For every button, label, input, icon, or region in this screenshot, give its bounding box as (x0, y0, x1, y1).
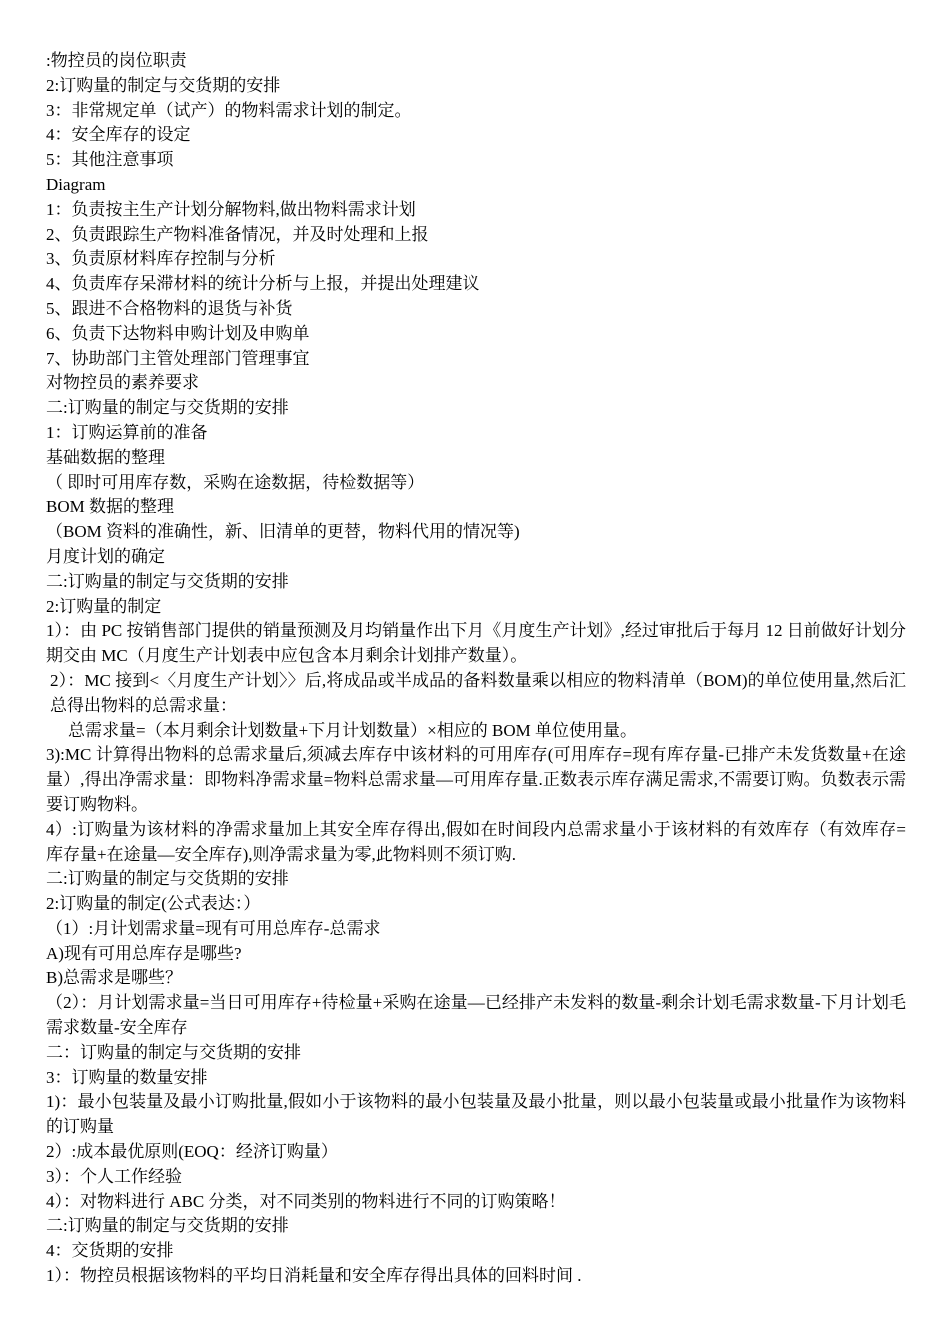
paragraph: 3):MC 计算得出物料的总需求量后,须减去库存中该材料的可用库存(可用库存=现有库存量-已排产未发货数量+在途量）,得出净需求量：即物料净需求量=物料总需求量—可用库存量.正数表示库存满足需求,不需要订购。负数表示需要订购物料。 (46, 745, 906, 814)
duty-item: 1：负责按主生产计划分解物料,做出物料需求计划 (46, 199, 416, 219)
paragraph-line: 1）：物控员根据该物料的平均日消耗量和安全库存得出具体的回料时间 . (46, 1266, 582, 1286)
outline-item: 2:订购量的制定与交货期的安排 (46, 75, 281, 95)
paragraph-line: B)总需求是哪些？ (46, 968, 182, 988)
paragraph-line: 月度计划的确定 (46, 546, 165, 566)
section-heading: 二:订购量的制定与交货期的安排 (46, 571, 289, 591)
subsection-heading: 2:订购量的制定(公式表达：） (46, 894, 261, 914)
diagram-label: Diagram (46, 174, 106, 194)
section-heading: 二：订购量的制定与交货期的安排 (46, 1042, 301, 1062)
paragraph: 2）：MC 接到<〈月度生产计划〉〉后,将成品或半成品的备料数量乘以相应的物料清单（BOM)的单位使用量,然后汇总得出物料的总需求量： (50, 670, 906, 715)
section-heading: 二:订购量的制定与交货期的安排 (46, 869, 289, 889)
outline-item: 3：非常规定单（试产）的物料需求计划的制定。 (46, 100, 412, 120)
outline-item: 4：安全库存的设定 (46, 125, 191, 145)
duty-item: 2、负责跟踪生产物料准备情况，并及时处理和上报 (46, 224, 429, 244)
paragraph: 1）：由 PC 按销售部门提供的销量预测及月均销量作出下月《月度生产计划》,经过审批后于每月 12 日前做好计划分期交由 MC（月度生产计划表中应包含本月剩余计划排产数量）。 (46, 621, 906, 666)
formula-line: 总需求量=（本月剩余计划数量+下月计划数量）×相应的 BOM 单位使用量。 (68, 720, 637, 740)
document-page (46, 49, 906, 1289)
paragraph-line: A)现有可用总库存是哪些? (46, 943, 242, 963)
subsection-heading: 1：订购运算前的准备 (46, 422, 208, 442)
outline-item: 5：其他注意事项 (46, 150, 174, 170)
paragraph: （2）：月计划需求量=当日可用库存+待检量+采购在途量—已经排产未发料的数量-剩余计划毛需求数量-下月计划毛需求数量-安全库存 (46, 993, 906, 1038)
paragraph-line: BOM 数据的整理 (46, 497, 174, 517)
paragraph: 4）:订购量为该材料的净需求量加上其安全库存得出,假如在时间段内总需求量小于该材料的有效库存（有效库存=库存量+在途量—安全库存),则净需求量为零,此物料则不须订购. (46, 819, 906, 864)
subsection-heading: 2:订购量的制定 (46, 596, 162, 616)
duty-item: 3、负责原材料库存控制与分析 (46, 249, 276, 269)
duty-item: 6、负责下达物料申购计划及申购单 (46, 323, 310, 343)
section-heading: 对物控员的素养要求 (46, 373, 199, 393)
duty-item: 7、协助部门主管处理部门管理事宜 (46, 348, 310, 368)
subsection-heading: 4：交货期的安排 (46, 1241, 174, 1261)
section-heading: 二:订购量的制定与交货期的安排 (46, 398, 289, 418)
paragraph-line: 基础数据的整理 (46, 447, 165, 467)
section-heading: :物控员的岗位职责 (46, 51, 187, 70)
paragraph-line: （BOM 资料的准确性，新、旧清单的更替，物料代用的情况等) (46, 522, 520, 542)
section-heading: 二:订购量的制定与交货期的安排 (46, 1216, 289, 1236)
duty-item: 4、负责库存呆滞材料的统计分析与上报，并提出处理建议 (46, 274, 480, 294)
paragraph-line: （ 即时可用库存数，采购在途数据，待检数据等） (46, 472, 425, 492)
paragraph-line: 2）:成本最优原则(EOQ：经济订购量） (46, 1142, 338, 1162)
paragraph-line: 4）：对物料进行 ABC 分类，对不同类别的物料进行不同的订购策略！ (46, 1191, 566, 1211)
paragraph: 1)：最小包装量及最小订购批量,假如小于该物料的最小包装量及最小批量，则以最小包装量或最小批量作为该物料的订购量 (46, 1092, 906, 1137)
paragraph-line: （1）:月计划需求量=现有可用总库存-总需求 (46, 918, 381, 938)
paragraph-line: 3）：个人工作经验 (46, 1166, 182, 1186)
duty-item: 5、跟进不合格物料的退货与补货 (46, 298, 293, 318)
subsection-heading: 3：订购量的数量安排 (46, 1067, 208, 1087)
